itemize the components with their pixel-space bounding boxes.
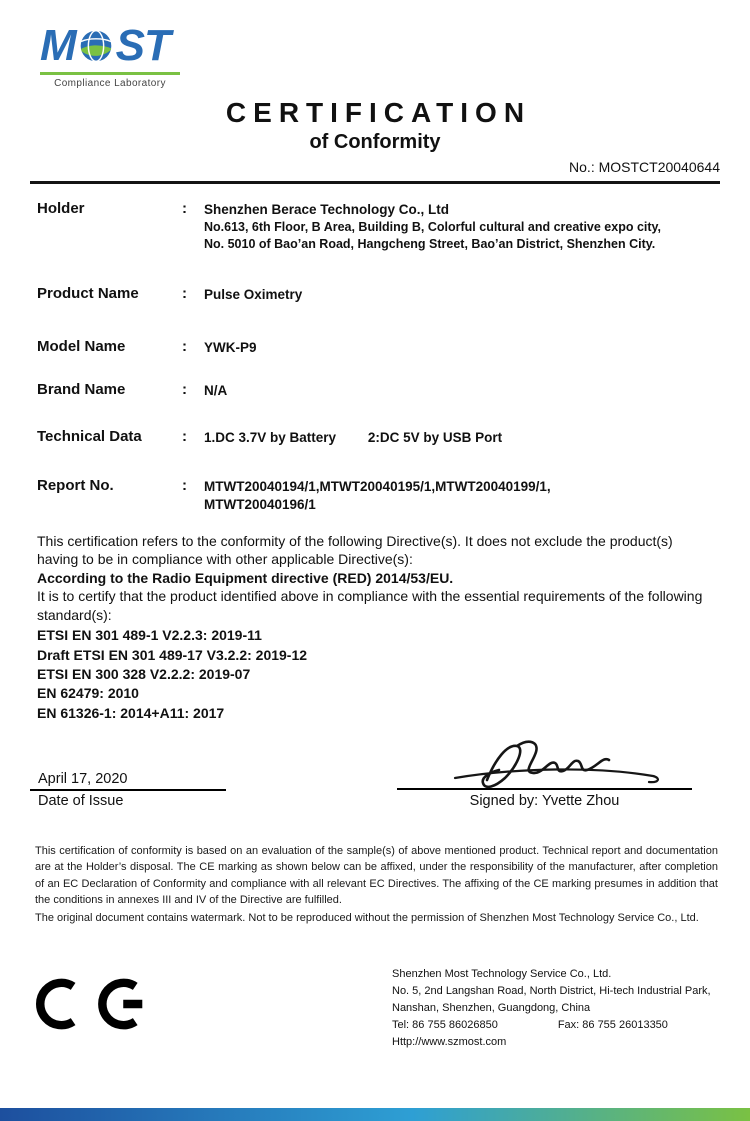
field-label: Holder (37, 200, 85, 217)
date-of-issue-label: Date of Issue (38, 793, 124, 809)
standard-item: ETSI EN 300 328 V2.2.2: 2019-07 (37, 665, 251, 682)
company-address-line: No. 5, 2nd Langshan Road, North District, Hi-tech Industrial Park, (392, 985, 711, 998)
certificate-number: No.: MOSTCT20040644 (569, 159, 720, 175)
field-colon: : (182, 285, 187, 302)
field-row-product-name (37, 285, 715, 302)
standards-list (37, 626, 717, 723)
holder-address-line: No. 5010 of Bao’an Road, Hangcheng Street, Bao’an District, Shenzhen City. (204, 237, 656, 251)
bottom-gradient-bar (0, 1108, 750, 1121)
technical-data-part2: 2:DC 5V by USB Port (367, 430, 503, 445)
intro-paragraph: This certification refers to the conformity of the following Directive(s). It does not exclude the product(s) having to be in compliance with other applicable Directive(s): (37, 533, 673, 568)
field-colon: : (182, 477, 187, 494)
field-colon: : (182, 338, 187, 355)
technical-data-part1: 1.DC 3.7V by Battery (204, 430, 337, 445)
globe-icon (78, 28, 114, 64)
logo-subtitle: Compliance Laboratory (54, 78, 166, 89)
field-colon: : (182, 381, 187, 398)
company-name: Shenzhen Most Technology Service Co., Ltd. (392, 968, 612, 980)
field-value: Pulse Oximetry (204, 287, 303, 302)
field-value: YWK-P9 (204, 340, 257, 355)
logo-underline (40, 72, 180, 75)
company-info (392, 966, 722, 1051)
company-tel: Tel: 86 755 86026850 (392, 1019, 498, 1032)
logo-letter-m: M (40, 21, 76, 70)
report-numbers-line1: MTWT20040194/1,MTWT20040195/1,MTWT20040199/1, (204, 479, 551, 494)
signature-underline (397, 788, 692, 790)
standard-item: EN 62479: 2010 (37, 685, 139, 702)
field-label: Technical Data (37, 428, 142, 445)
field-label: Brand Name (37, 381, 126, 398)
header-divider (30, 181, 720, 184)
disclaimer-paragraph: This certification of conformity is based on an evaluation of the sample(s) of above mentioned product. Technical report and documentation are at the Holder’s disposal. The CE marking as shown below can be affixed, under the responsibility of the manufacturer, after completion of an EC Declaration of Conformity and compliance with all relevant EC Directives. The affixing of the CE marking presumes in addition that the conditions in annexes III and IV of the Directive are fulfilled. (35, 845, 718, 906)
standard-item: ETSI EN 301 489-1 V2.2.3: 2019-11 (37, 627, 262, 644)
logo-letters-st: ST (115, 21, 170, 70)
field-value (204, 428, 715, 445)
certify-paragraph: It is to certify that the product identified above in compliance with the essential requirements of the following standard(s): (37, 588, 703, 623)
field-colon: : (182, 428, 187, 445)
company-telfax (392, 1017, 722, 1034)
page-title: CERTIFICATION (225, 97, 532, 128)
field-row-holder (37, 200, 715, 251)
bottom-row (35, 966, 722, 1051)
company-fax: Fax: 86 755 26013350 (557, 1019, 668, 1032)
body-section (37, 532, 717, 723)
most-logo (40, 21, 190, 89)
field-row-report-no (37, 477, 715, 512)
page-subtitle: of Conformity (309, 131, 441, 153)
most-logo-text (40, 21, 190, 70)
signature-block (397, 736, 692, 809)
field-value (204, 200, 715, 251)
field-label: Model Name (37, 338, 126, 355)
ce-mark-icon (35, 972, 155, 1036)
issue-date: April 17, 2020 (30, 771, 226, 791)
field-row-model-name (37, 338, 715, 355)
field-value: N/A (204, 383, 228, 398)
signature-section (30, 736, 692, 809)
holder-name: Shenzhen Berace Technology Co., Ltd (204, 202, 450, 217)
field-row-technical-data (37, 428, 715, 445)
signed-by-label: Signed by: Yvette Zhou (469, 793, 620, 809)
report-numbers-line2: MTWT20040196/1 (204, 497, 316, 512)
holder-address-line: No.613, 6th Floor, B Area, Building B, Colorful cultural and creative expo city, (204, 220, 662, 234)
field-colon: : (182, 200, 187, 217)
field-value (204, 477, 715, 512)
field-label: Product Name (37, 285, 139, 302)
fields-section (37, 200, 715, 512)
footer-disclaimer (35, 843, 718, 926)
field-row-brand-name (37, 381, 715, 398)
field-label: Report No. (37, 477, 114, 494)
company-address-line: Nanshan, Shenzhen, Guangdong, China (392, 1002, 591, 1015)
standard-item: EN 61326-1: 2014+A11: 2017 (37, 704, 225, 721)
watermark-paragraph: The original document contains watermark. Not to be reproduced without the permission of Shenzhen Most Technology Service Co., Ltd. (35, 912, 699, 925)
date-of-issue-block (30, 771, 226, 809)
standard-item: Draft ETSI EN 301 489-17 V3.2.2: 2019-12 (37, 646, 308, 663)
company-website: Http://www.szmost.com (392, 1036, 507, 1049)
directive-paragraph: According to the Radio Equipment directive (RED) 2014/53/EU. (37, 569, 454, 586)
